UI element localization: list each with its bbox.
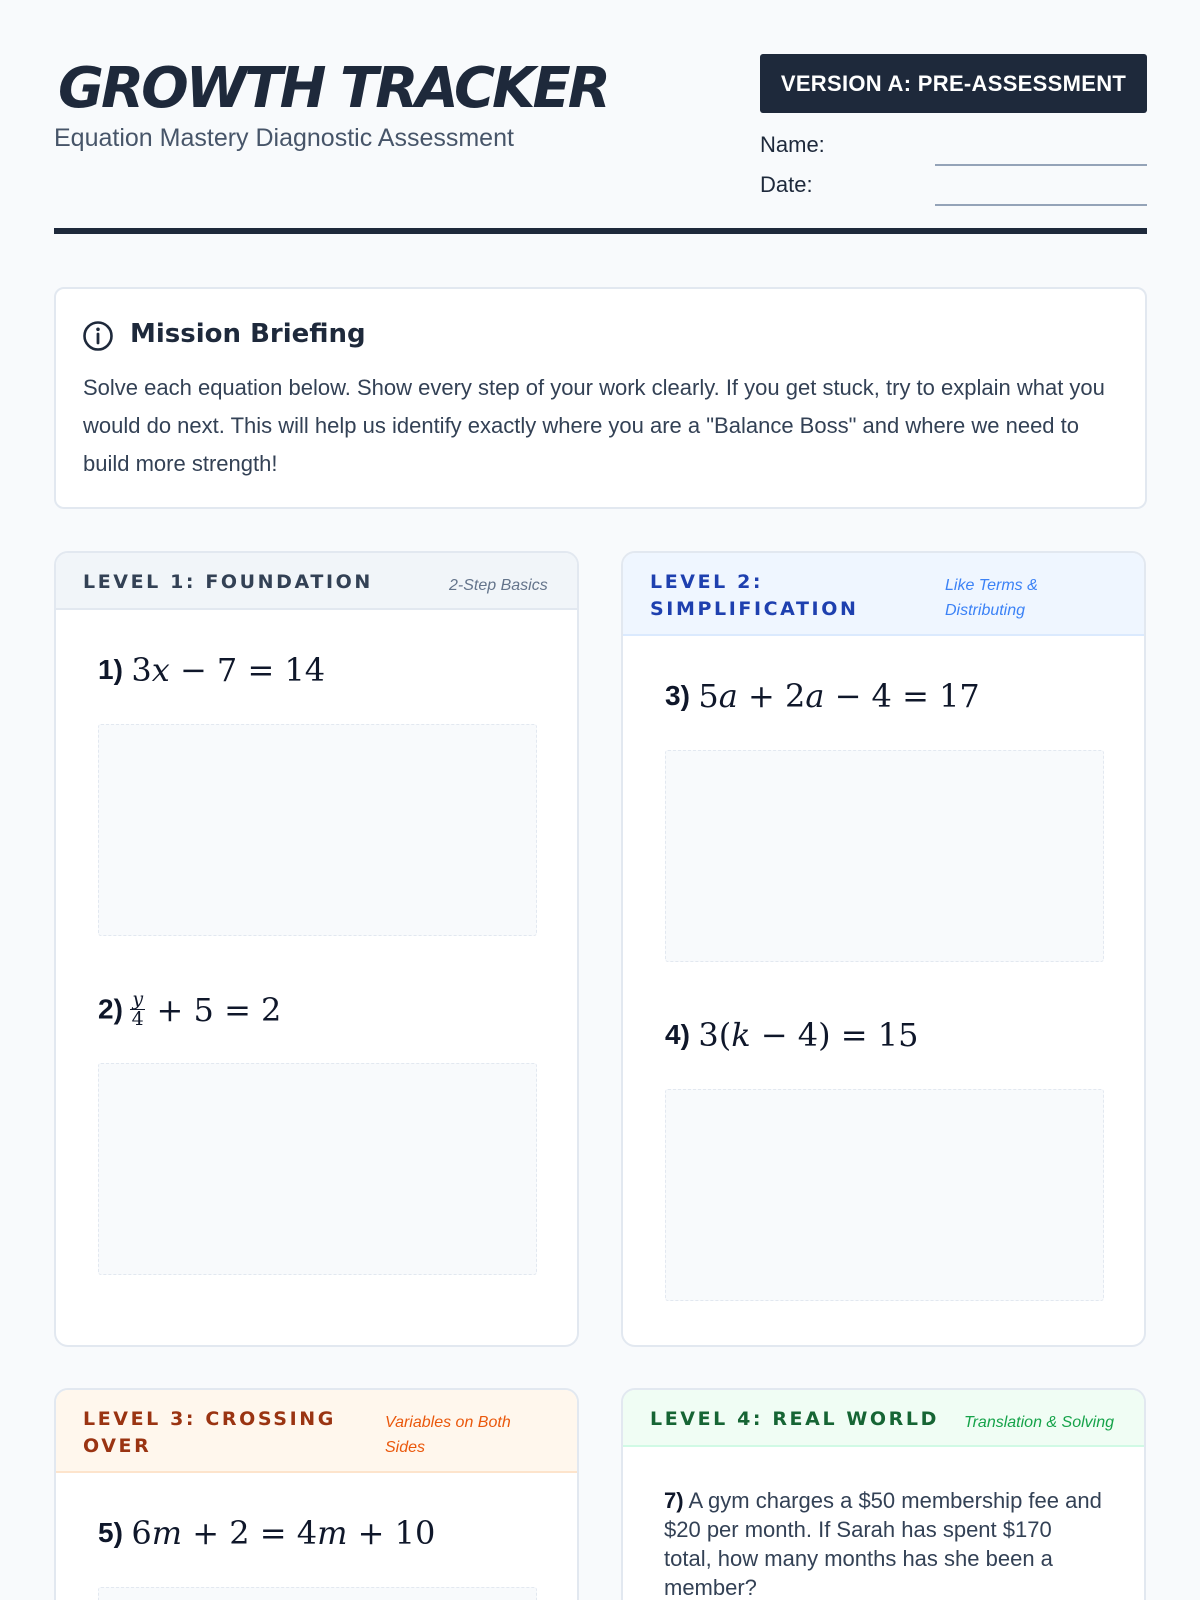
problem-5-number: 5): [98, 1517, 123, 1548]
level-2-card: [621, 551, 1146, 1347]
level-4-header: [623, 1390, 1144, 1447]
problem-5-work-area[interactable]: [98, 1587, 537, 1600]
date-label: Date:: [760, 172, 813, 197]
date-field[interactable]: [760, 166, 1147, 206]
date-line[interactable]: [935, 204, 1147, 206]
problem-3-equation: 5a + 2a − 4 = 17: [698, 677, 980, 715]
version-badge: VERSION A: PRE-ASSESSMENT: [760, 54, 1147, 113]
name-label: Name:: [760, 132, 825, 157]
problem-3-work-area[interactable]: [665, 750, 1104, 962]
fraction-numerator: y: [132, 988, 144, 1010]
level-3-card: [54, 1388, 579, 1600]
page-subtitle: Equation Mastery Diagnostic Assessment: [54, 124, 514, 152]
info-icon: [82, 320, 114, 352]
problem-1-work-area[interactable]: [98, 724, 537, 936]
level-1-card: [54, 551, 579, 1347]
problem-2-work-area[interactable]: [98, 1063, 537, 1275]
problem-4: [665, 1016, 918, 1054]
level-4-tag: Translation & Solving: [964, 1414, 1114, 1431]
level-3-name: LEVEL 3: CROSSING OVER: [83, 1408, 336, 1457]
problem-3-number: 3): [665, 680, 690, 711]
problem-2-fraction: [130, 990, 145, 1029]
level-1-header: [56, 553, 577, 610]
level-2-header: [623, 553, 1144, 636]
problem-4-number: 4): [665, 1019, 690, 1050]
level-3-tag: Variables on Both Sides: [385, 1414, 511, 1456]
problem-7-number: 7): [664, 1488, 684, 1513]
problem-5: [98, 1514, 435, 1552]
level-4-card: [621, 1388, 1146, 1600]
problem-4-work-area[interactable]: [665, 1089, 1104, 1301]
page-title: GROWTH TRACKER: [58, 56, 608, 121]
mission-briefing: [54, 287, 1147, 509]
fraction-denominator: 4: [131, 1008, 144, 1030]
name-field[interactable]: [760, 126, 1147, 166]
level-1-name: LEVEL 1: FOUNDATION: [83, 571, 373, 593]
problem-2-equation: + 5 = 2: [156, 990, 282, 1029]
problem-2: [98, 990, 281, 1029]
problem-1-number: 1): [98, 654, 123, 685]
level-3-header: [56, 1390, 577, 1473]
problem-4-equation: 3(k − 4) = 15: [698, 1016, 919, 1054]
problem-1-equation: 3x − 7 = 14: [131, 651, 326, 689]
level-2-tag: Like Terms & Distributing: [945, 577, 1038, 619]
briefing-title: Mission Briefing: [130, 319, 366, 349]
level-4-name: LEVEL 4: REAL WORLD: [650, 1408, 939, 1430]
problem-1: [98, 651, 325, 689]
level-2-name: LEVEL 2: SIMPLIFICATION: [650, 571, 859, 620]
level-1-tag: 2-Step Basics: [449, 577, 548, 594]
problem-7: [664, 1486, 1104, 1600]
problem-7-text: A gym charges a $50 membership fee and $20 per month. If Sarah has spent $170 total, how many months has she been a member?: [664, 1488, 1102, 1600]
briefing-text: Solve each equation below. Show every step of your work clearly. If you get stuck, try to explain what you would do next. This will help us identify exactly where you are a "Balance Boss" and where we need to build more strength!: [83, 375, 1105, 476]
problem-3: [665, 677, 980, 715]
header: [54, 50, 1147, 234]
problem-2-number: 2): [98, 993, 123, 1025]
problem-5-equation: 6m + 2 = 4m + 10: [131, 1514, 436, 1552]
